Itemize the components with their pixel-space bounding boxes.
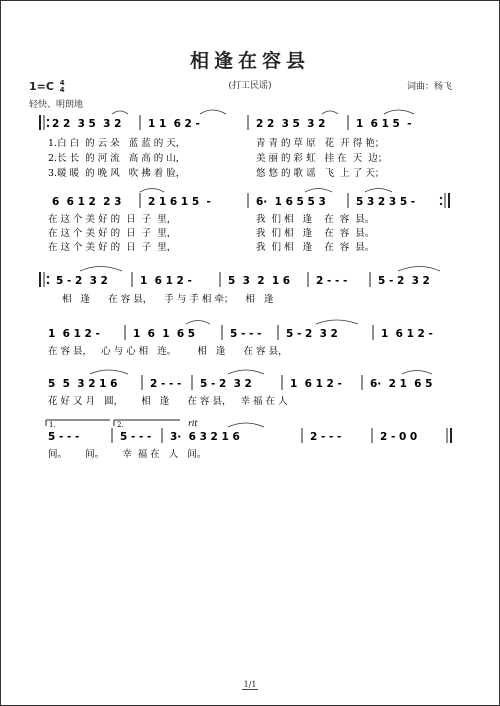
lyric-s1-v2-a: 2.长 长 的 河 流 高 高 的 山， (48, 153, 186, 164)
notes-s5-m4: 1 6 1 2 - (290, 378, 342, 390)
notes-s4-m3: 5 - - - (230, 328, 262, 340)
page-number (0, 680, 500, 689)
song-subtitle: (打工民谣) (228, 81, 272, 91)
time-unit: 4 (59, 86, 65, 94)
notes-s6-m3: 3· 6 3 2 1 6 (170, 431, 240, 443)
notes-s1-m2: 1 1 6 2 - (148, 118, 200, 130)
lyric-s2-v1-b: 我 们 相 逢 在 容 县。 (256, 214, 375, 225)
tempo-marking: 轻快、明朗地 (29, 100, 84, 110)
notes-s3-m5: 5 - 2 3 2 (378, 275, 430, 287)
lyric-s2-v2-b: 我 们 相 逢 在 容 县。 (256, 228, 375, 239)
lyric-s1-v2-b: 美 丽 的 彩 虹 挂 在 天 边； (256, 153, 388, 164)
lyric-s2-v1-a: 在 这 个 美 好 的 日 子 里， (48, 214, 177, 225)
lyric-s1-v1-b: 青 青 的 草 原 花 开 得 艳； (256, 138, 385, 149)
lyric-s5: 花 好 又 月 圆， 相 逢 在 容 县， 幸 福 在 人 (48, 396, 288, 407)
notes-s1-m3: 2 2 3 5 3 2 (256, 118, 326, 130)
notes-s1-m4: 1 6 1 5 - (356, 118, 412, 130)
key-label: 1=C (29, 80, 54, 93)
rit-marking: rit (188, 419, 198, 428)
notes-s4-m1: 1 6 1 2 - (48, 328, 100, 340)
note-lines (48, 118, 433, 443)
notes-s3-m4: 2 - - - (316, 275, 348, 287)
notes-s4-m4: 5 - 2 3 2 (286, 328, 338, 340)
lyrics (48, 137, 387, 460)
notes-s6-m2: 5 - - - (120, 431, 152, 443)
notes-s5-m2: 2 - - - (150, 378, 182, 390)
notes-s5-m1: 5 5 3 2 1 6 (48, 378, 118, 390)
lyric-s2-v2-a: 在 这 个 美 好 的 日 子 里， (48, 228, 177, 239)
notes-s2-m4: 5 3 2 3 5 - (356, 196, 416, 208)
credit-line: 词曲：杨飞 (406, 82, 452, 92)
notes-s2-m1: 6 6 1 2 2 3 (52, 196, 122, 208)
lyric-s4: 在 容 县， 心 与 心 相 连。 相 逢 在 容 县， (48, 346, 288, 357)
lyric-s2-v3-a: 在 这 个 美 好 的 日 子 里， (48, 242, 177, 253)
lyric-s1-v3-b: 悠 悠 的 歌 谣 飞 上 了 天； (256, 168, 385, 179)
notes-s2-m3: 6· 1 6 5 5 3 (256, 196, 326, 208)
lyric-s2-v3-b: 我 们 相 逢 在 容 县。 (256, 242, 375, 253)
volta-2-label: 2. (117, 421, 124, 429)
notes-s5-m3: 5 - 2 3 2 (200, 378, 252, 390)
notes-s6-m4: 2 - - - (310, 431, 342, 443)
lyric-s3: 相 逢 在 容 县， 手 与 手 相 牵； 相 逢 (62, 294, 274, 305)
notes-s3-m1: 5 - 2 3 2 (56, 275, 108, 287)
notes-s6-m5: 2 - 0 0 (380, 431, 418, 443)
notes-s4-m5: 1 6 1 2 - (381, 328, 433, 340)
notes-s5-m5: 6· 2 1 6 5 (370, 378, 433, 390)
notes-s4-m2: 1 6 1 6 5 (133, 328, 196, 340)
page-number-text: 1/1 (243, 680, 257, 689)
notes-s1-m1: 2 2 3 5 3 2 (52, 118, 122, 130)
notes-s6-m1: 5 - - - (48, 431, 80, 443)
lyric-s1-v1-a: 1.白 白 的 云 朵 蓝 蓝 的 天， (48, 138, 186, 149)
notes-s3-m2: 1 6 1 2 - (140, 275, 192, 287)
notes-s2-m2: 2 1 6 1 5 - (148, 196, 211, 208)
song-title: 相逢在容县 (189, 50, 310, 72)
notes-s3-m3: 5 3 2 1 6 (228, 275, 291, 287)
volta-1-label: 1. (49, 421, 56, 429)
lyric-s1-v3-a: 3.暖 暖 的 晚 风 吹 拂 着 脸， (48, 168, 186, 179)
lyric-s6: 间。 间。 幸 福 在 人 间。 (48, 449, 207, 460)
time-beats: 4 (59, 79, 65, 87)
